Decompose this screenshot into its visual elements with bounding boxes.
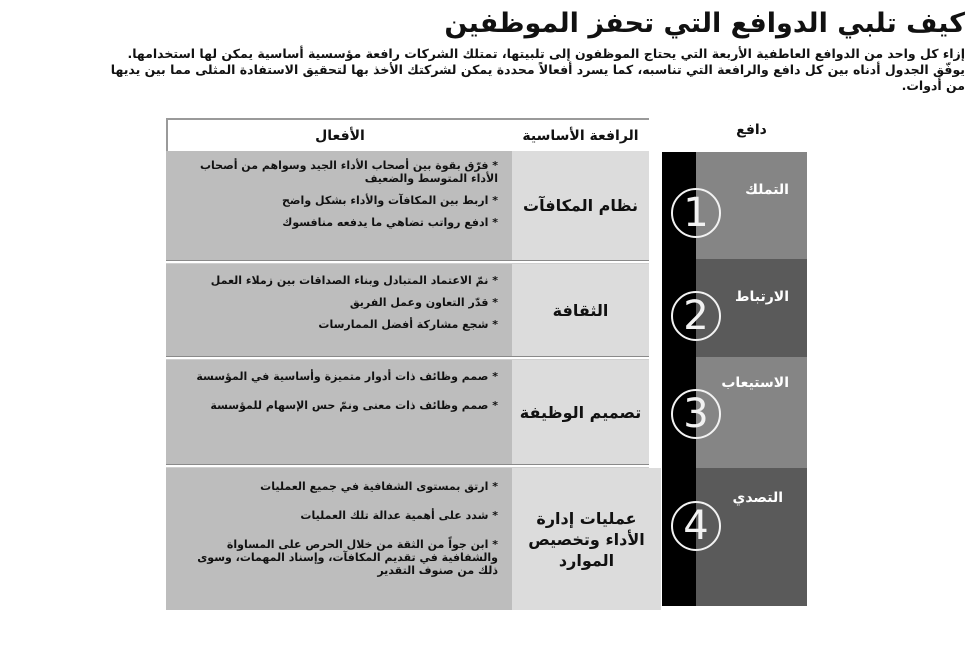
action-item: * شجع مشاركة أفضل الممارسات	[318, 318, 498, 331]
lever-cell: تصميم الوظيفة	[512, 360, 649, 464]
number-circle-1-icon: 1	[671, 188, 721, 238]
driver-label: الاستيعاب	[721, 375, 789, 391]
action-item: * صمم وظائف ذات معنى ونمّ حس الإسهام للمؤسسة	[210, 399, 498, 412]
motivation-table	[166, 118, 649, 610]
action-item: * ارتق بمستوى الشفافية في جميع العمليات	[260, 480, 498, 493]
table-row	[166, 360, 649, 464]
action-item: * شدد على أهمية عدالة تلك العمليات	[300, 509, 498, 522]
actions-cell	[166, 468, 512, 610]
lever-cell: الثقافة	[512, 264, 649, 356]
table-row	[166, 264, 649, 356]
action-item: * صمم وظائف ذات أدوار متميزة وأساسية في المؤسسة	[196, 370, 498, 383]
lever-column-header: الرافعة الأساسية	[512, 118, 649, 151]
action-item: * فرّق بقوة بين أصحاب الأداء الجيد وسواهم من أصحاب الأداء المتوسط والضعيف	[199, 159, 498, 185]
number-circle-2-icon: 2	[671, 291, 721, 341]
actions-column-header: الأفعال	[166, 118, 512, 151]
driver-label: الارتباط	[734, 289, 789, 305]
driver-column-header: دافع	[736, 122, 767, 138]
page-title: كيف تلبي الدوافع التي تحفز الموظفين	[444, 8, 965, 39]
action-item: * قدّر التعاون وعمل الفريق	[349, 296, 498, 309]
number-circle-4-icon: 4	[671, 501, 721, 551]
intro-line: يوفّق الجدول أدناه بين كل دافع والرافعة التي تناسبه، كما يسرد أفعالاً محددة يمكن لشركتك الأخذ بها لتحقيق الاستفادة المثلى مما بين يديها	[110, 62, 965, 77]
intro-line: إزاء كل واحد من الدوافع العاطفية الأربعة التي يحتاج الموظفون إلى تلبيتها، تمتلك الشركات رافعة مؤسسية أساسية يمكن لها استخدامها.	[127, 46, 965, 61]
table-row	[166, 151, 649, 260]
driver-label: التملك	[745, 182, 789, 198]
actions-cell	[166, 360, 512, 464]
actions-cell	[166, 264, 512, 356]
table-row	[166, 468, 649, 610]
action-item: * اربط بين المكافآت والأداء بشكل واضح	[282, 194, 498, 207]
action-item: * نمّ الاعتماد المتبادل وبناء الصداقات بين زملاء العمل	[210, 274, 498, 287]
lever-cell: عمليات إدارة الأداء وتخصيص الموارد	[512, 468, 661, 610]
driver-label: التصدي	[732, 490, 783, 506]
actions-cell	[166, 151, 512, 260]
action-item: * ادفع رواتب تضاهي ما يدفعه منافسوك	[282, 216, 498, 229]
action-item: * ابن جواً من الثقة من خلال الحرص على المساواة والشفافية في تقديم المكافآت، وإسناد المهمات، وسوى ذلك من صنوف التقدير	[197, 538, 498, 577]
intro-line: من أدوات.	[901, 78, 965, 93]
intro-text	[0, 46, 965, 94]
lever-cell: نظام المكافآت	[512, 151, 649, 260]
number-circle-3-icon: 3	[671, 389, 721, 439]
